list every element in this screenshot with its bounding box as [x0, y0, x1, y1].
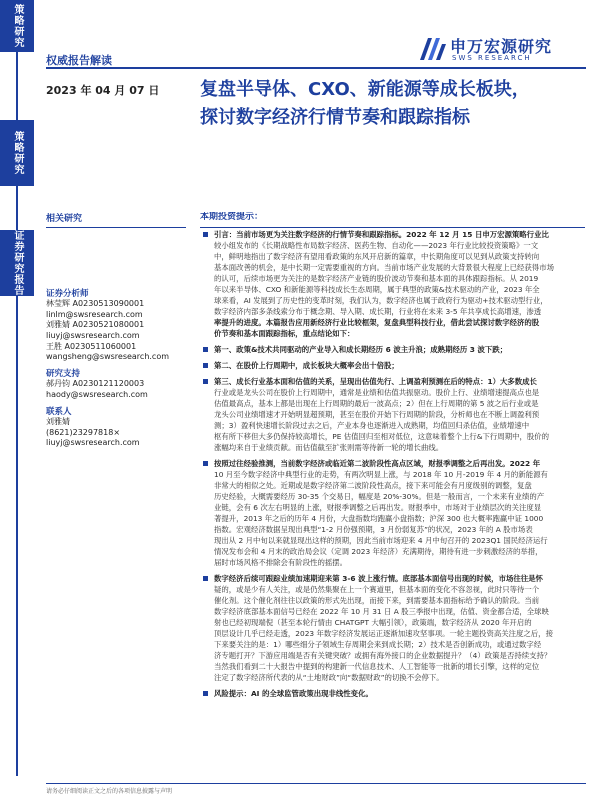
related-research-list [46, 233, 186, 283]
highlight-text-line: 指数。宏观经济数据呈现出典型“1-2 月份强预期，3 月份弱复苏”的状况，2023 年的 A 股市场表 [214, 525, 533, 534]
highlight-text-line: 第二、在股价上行周期中，成长板块大概率会出十倍股； [214, 361, 399, 370]
highlight-text-line: 现出从 2 月中旬以来就显现出这样的预期，因此当前市场迎来 4 月中旬召开的 2023Q1 国民经济运行 [214, 536, 548, 545]
highlight-text-line: 催化剂。这个催化剂往往以政策的形式先出现，而接下来，到需要基本面指标给予确认的阶段。当前 [214, 596, 540, 605]
highlight-text-line: 届时市场风格不排除会有阶段性的摇摆。 [214, 558, 348, 567]
highlight-text-line: 引言：当前市场更为关注数字经济的行情节奏和跟踪指标。2022 年 12 月 15 日申万宏源策略行业比 [214, 230, 549, 239]
contact-line: (8621)23297818× [46, 427, 121, 437]
highlight-text-line: 历史经验，大概需要经历 30-35 个交易日，幅度是 20%-30%。但是一般而言，一个未来有业绩的产 [214, 492, 545, 501]
section-divider [200, 227, 585, 228]
highlight-text-line: 行业或是龙头公司在股价上行周期中，通常是业绩和估值共振驱动。股价上行、业绩增速提高点也是 [214, 388, 540, 397]
highlight-text-line: 济专题打开？下游应用端是否有关键突破？或拥有海外接口的企业数据提升？（4）政策是否持续支持？ [214, 651, 552, 660]
highlight-text-line: 年以来半导体、CXO 和新能源等科技成长生态周期，属于典型的政策&技术驱动的产业，2023 年全 [214, 285, 540, 294]
highlight-item [200, 360, 585, 371]
highlight-text-line: 疑的，或是少有人关注，或是仍然集聚在上一个赛道里，但基本面的变化不容忽视，此时只等待一个 [214, 585, 540, 594]
highlight-text-line: 著提升，2013 年之后的历年 4 月份，大盘指数均跑赢小盘指数；沪深 300 也大概率跑赢中证 1000 [214, 514, 544, 523]
support-line: 郝丹钧 A0230121120003 [46, 379, 145, 389]
highlight-text-line: 估值最高点，基本上都是出现在上行周期的最后一波高点；2）但在上行周期的第 5 波之后行业或是 [214, 399, 539, 408]
highlight-text-line: 涨幅均来自于业绩贡献。而估值截至扩张则需等待新一轮的增长曲线。 [214, 443, 444, 452]
highlight-text-line: 率提升的进度。本篇报告应用新经济行业比较框架，复盘典型科技行业，借此尝试探讨数字经济的股 [214, 318, 540, 327]
strip-label-top: 策略研究 [0, 0, 34, 52]
analyst-line: wangsheng@swsresearch.com [46, 352, 170, 362]
highlight-item [200, 344, 585, 355]
title-line-2: 探讨数字经济行情节奏和跟踪指标 [200, 107, 470, 128]
highlight-text-line: 10 月至今数字经济中典型行业的走势，有两次明显上涨，与 2018 年 10 月-2019 年 4 月的新能源有 [214, 470, 548, 479]
report-type: 权威报告解读 [46, 54, 112, 67]
report-date: 2023 年 04 月 07 日 [46, 84, 160, 97]
contact-line: 刘雅婧 [46, 417, 70, 427]
research-support-list [46, 379, 186, 400]
highlight-text-line: 中，鲜明地指出了数字经济有望用看政策的东风开启新的篇章，中长期角度可以见到从政策支持转向 [214, 252, 540, 261]
highlight-text-line: 注定了数字经济所代表的从“土地财政”向“数据财政”的切换不会停下。 [214, 673, 444, 682]
company-logo [418, 34, 590, 66]
highlight-text-line: 球来看，AI 发展到了历史性的变革时刻，我们认为，数字经济也属于政府行为驱动+技术驱动型行业， [214, 296, 548, 305]
logo-mark-icon [418, 36, 446, 62]
highlight-text-line: 顶层设计几乎已经走透，2023 年数字经济发展运正逐渐加速攻坚事项。一轮主题投资高关注度之后，接 [214, 629, 553, 638]
related-research-heading: 相关研究 [46, 214, 83, 224]
analyst-line: linlm@swsresearch.com [46, 309, 143, 319]
highlight-text-line: 第三、成长行业基本面和估值的关系，呈现出估值先行、上调盈利预测在后的特点：1）大多数成长 [214, 377, 537, 386]
footer-divider [46, 783, 586, 784]
footer-disclaimer: 请务必仔细阅读正文之后的各项信息披露与声明 [46, 788, 173, 795]
analyst-line: 王胜 A0230511060001 [46, 341, 137, 351]
highlight-text-line: 业链，会有 6 次左右明显的上涨，财报季调整之后再出发。财报季中，市场对于业绩层次的关注度显 [214, 503, 542, 512]
analysts-list [46, 299, 186, 363]
highlight-text-line: 数字经济内部多条线索分布于概念期、导入期、成长期，行业将在未来 3-5 年共享成长高增速，渗透 [214, 307, 542, 316]
logo-text-en: SWS RESEARCH [452, 54, 532, 62]
highlight-text-line: 风险提示：AI 的全球监管政策出现非线性变化。 [214, 689, 373, 698]
research-support-heading: 研究支持 [46, 368, 81, 379]
contact-heading: 联系人 [46, 406, 72, 417]
analyst-line: 刘雅婧 A0230521080001 [46, 320, 145, 330]
strip-divider [16, 186, 18, 230]
highlight-text-line: 下来要关注的是：1）哪些细分子领域生存周期会来到成长期；2）技术是否创新成功，或通过数字经 [214, 640, 542, 649]
highlight-text-line: 测；3）盈利快速增长阶段过去之后，产业本身也逐渐进入成熟期，均值回归杀估值，业绩增速中 [214, 421, 530, 430]
analyst-line: 林莹辉 A0230513090001 [46, 299, 145, 309]
contact-line: liuyj@swsresearch.com [46, 438, 140, 448]
highlight-text-line: 较小组发布的《长期战略性布局数字经济、医药生物、自动化——2023 年行业比较投资策略》一文 [214, 241, 539, 250]
report-title [200, 76, 590, 132]
logo-text-cn: 申万宏源研究 [450, 37, 553, 56]
highlight-text-line: 价节奏和基本面跟踪指标，重点结论如下： [214, 329, 355, 338]
support-line: haody@swsresearch.com [46, 389, 148, 399]
highlight-text-line: 基本面改善的机会，是中长期一定需要重视的方向。当前市场产业发展的大背景很大程度上已经获得市场 [214, 263, 554, 272]
strip-divider [16, 52, 18, 120]
left-column [46, 214, 186, 449]
highlight-text-line: 数字经济底部基本面信号已经在 2022 年 10 月 31 日 A 股三季报中出现，估值、资金都合适，全球映 [214, 607, 549, 616]
analyst-line: liuyj@swsresearch.com [46, 330, 140, 340]
highlight-text-line: 第一、政策&技术共同驱动的产业导入和成长期经历 6 波主升浪；成熟期经历 3 波下跌； [214, 345, 508, 354]
contact-list [46, 417, 186, 449]
strip-divider [16, 296, 18, 776]
strip-label-middle: 策略研究 [0, 120, 34, 186]
highlights-heading: 本期投资提示： [200, 212, 264, 222]
title-line-1: 复盘半导体、CXO、新能源等成长板块， [200, 79, 530, 100]
highlight-item [200, 229, 585, 339]
header-divider [46, 67, 586, 69]
highlight-text-line: 非常大的相似之处。近期或是数字经济第二波阶段性高点，接下来可能会有月度级别的调整，复盘 [214, 481, 532, 490]
highlight-item [200, 573, 585, 683]
highlight-text-line: 龙头公司业绩增速才开始明显超预期，甚至在股价开始下行周期的阶段，分析师也在不断上调盈利预 [214, 410, 540, 419]
strip-label-bottom: 证券研究报告 [0, 230, 34, 296]
highlight-text-line: 数字经济后续可跟踪业绩加速期迎来第 3-6 波上涨行情。底部基本面信号出现的时候，市场往往是怀 [214, 574, 543, 583]
highlight-text-line: 的认可，后续市场更为关注的是数字经济产业链的股价波动节奏和基本面的具体跟踪指标。从 2019 [214, 274, 539, 283]
investment-highlights [200, 212, 585, 792]
highlight-text-line: 当然我们看到二十大报告中提到的构建新一代信息技术、人工智能等一批新的增长引擎，这样的定位 [214, 662, 540, 671]
highlight-item [200, 688, 585, 699]
analysts-heading: 证券分析师 [46, 288, 89, 299]
section-divider [46, 227, 186, 228]
highlights-list [200, 229, 585, 699]
highlight-text-line: 按照过往经验推测，当前数字经济或临近第二波阶段性高点区域，财报季调整之后再出发。2022 年 [214, 459, 541, 468]
highlight-text-line: 射也已经初现端倪（甚至本轮行情由 CHATGPT 大幅引领），政策端，数字经济从 2020 年开启的 [214, 618, 532, 627]
highlight-text-line: 情况发布会和 4 月末的政治局会议（定调 2023 年经济）充满期待，期待有进一步刺激经济的举措， [214, 547, 543, 556]
highlight-item [200, 376, 585, 453]
highlight-text-line: 枢有所下移但大多仍保持较高增长，PE 估值回归至相对低位，这意味着整个上行&下行周期中，股价的 [214, 432, 550, 441]
highlight-item [200, 458, 585, 568]
left-strip [0, 0, 34, 800]
